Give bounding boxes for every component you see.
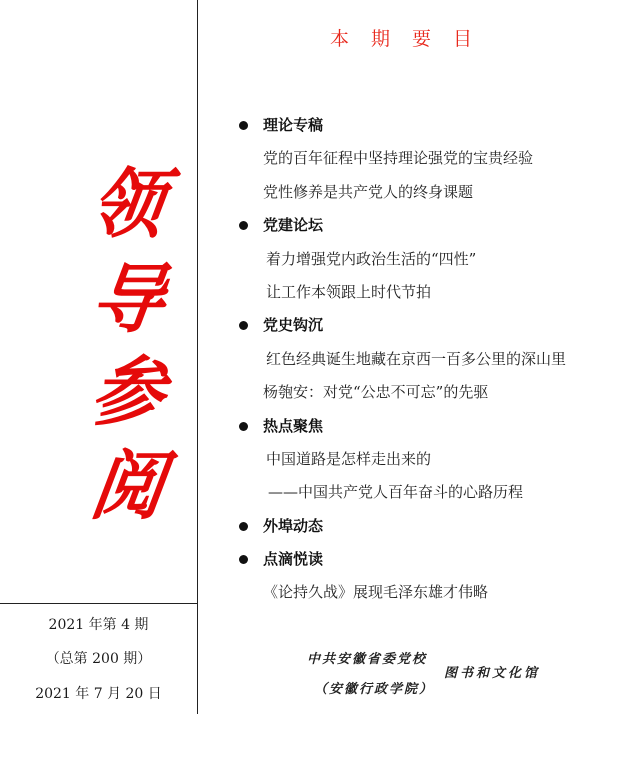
publisher-department: 图书和文化馆 <box>444 666 541 681</box>
bullet-icon <box>239 422 248 431</box>
publisher-subname: （安徽行政学院） <box>314 682 435 697</box>
toc-article[interactable] <box>236 248 626 270</box>
article-title: 党的百年征程中坚持理论强党的宝贵经验 <box>263 149 534 167</box>
article-subtitle: ——中国共产党人百年奋斗的心路历程 <box>268 483 524 501</box>
toc-article[interactable] <box>236 281 626 303</box>
section-label: 热点聚焦 <box>263 417 324 435</box>
section-label: 党史钩沉 <box>263 316 324 334</box>
toc-article[interactable] <box>236 448 626 470</box>
toc-section <box>236 515 626 537</box>
toc-section <box>236 548 626 570</box>
toc-article[interactable] <box>236 181 626 203</box>
issue-number: 2021 年第 4 期 <box>48 617 149 633</box>
toc-article[interactable] <box>236 481 626 503</box>
article-title: 让工作本领跟上时代节拍 <box>266 283 432 301</box>
bullet-icon <box>239 321 248 330</box>
horizontal-divider <box>0 603 197 604</box>
toc-article[interactable] <box>236 348 626 370</box>
masthead-char: 领 <box>85 158 171 249</box>
toc-section <box>236 314 626 336</box>
toc-section <box>236 214 626 236</box>
masthead-title <box>85 158 171 540</box>
toc-article[interactable] <box>236 381 626 403</box>
bullet-icon <box>239 121 248 130</box>
article-title: 党性修养是共产党人的终身课题 <box>263 183 474 201</box>
vertical-divider <box>197 0 198 714</box>
masthead-char: 阅 <box>85 440 171 531</box>
article-title: 杨匏安：对党“公忠不可忘”的先驱 <box>263 383 489 401</box>
toc-title: 本期要目 <box>330 28 495 50</box>
issue-date: 2021 年 7 月 20 日 <box>35 686 162 702</box>
total-issue-number: （总第 200 期） <box>45 651 152 667</box>
section-label: 外埠动态 <box>263 517 324 535</box>
article-title: 红色经典诞生地藏在京西一百多公里的深山里 <box>266 350 567 368</box>
article-title: 中国道路是怎样走出来的 <box>266 450 432 468</box>
section-label: 党建论坛 <box>263 216 324 234</box>
article-title: 《论持久战》展现毛泽东雄才伟略 <box>263 583 489 601</box>
bullet-icon <box>239 555 248 564</box>
bullet-icon <box>239 522 248 531</box>
toc-section <box>236 114 626 136</box>
publisher-name: 中共安徽省委党校 <box>307 652 428 667</box>
masthead-char: 导 <box>85 253 171 344</box>
toc-article[interactable] <box>236 581 626 603</box>
section-label: 点滴悦读 <box>263 550 324 568</box>
bullet-icon <box>239 221 248 230</box>
toc-section <box>236 415 626 437</box>
masthead-char: 参 <box>85 346 171 437</box>
section-label: 理论专稿 <box>263 116 324 134</box>
toc-article[interactable] <box>236 147 626 169</box>
article-title: 着力增强党内政治生活的“四性” <box>266 250 477 268</box>
